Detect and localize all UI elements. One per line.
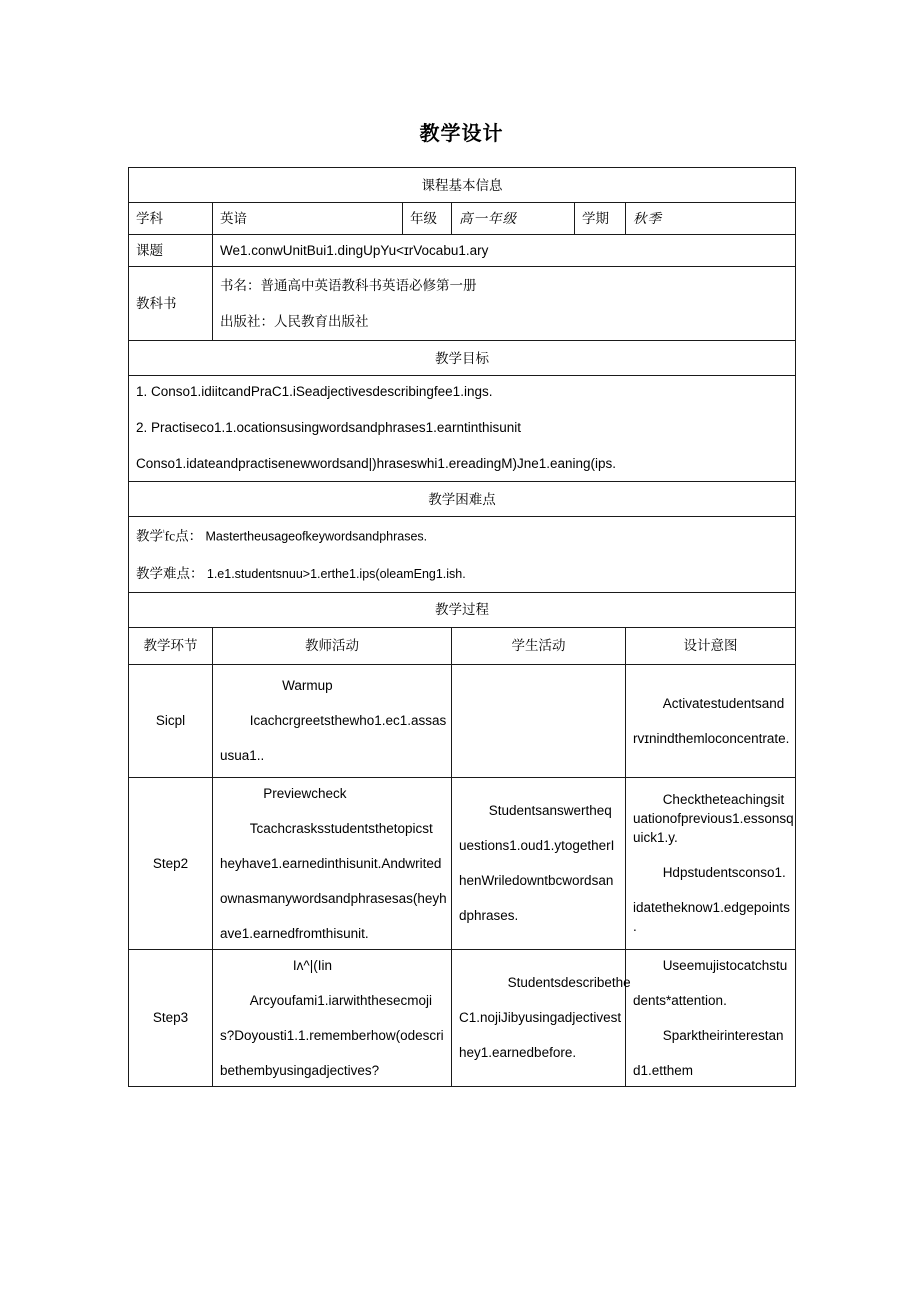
student-activity-line: henWriledowntbcwordsan [459,873,614,888]
process-band-label: 教学过程 [129,592,796,627]
teacher-activity-line: bethembyusingadjectives? [220,1062,380,1078]
student-activity-cell [452,949,631,1086]
objective-item: Conso1.idateandpractisenewwordsand|)hraseswhi1.ereadingM)Jne1.eaning(ips. [136,456,617,471]
table-row-textbook [129,267,796,341]
table-row [129,949,796,1086]
teacher-activity-line: s?Doyousti1.1.rememberhow(odescri [220,1027,444,1043]
grade-label: 年级 [403,203,452,235]
hard-value: 1.e1.studentsnuu>1.erthe1.ips(oleamEng1.ish. [206,566,466,581]
difficulties-band-label: 教学困难点 [129,482,796,517]
design-intent-line: uick1.y. [633,830,678,845]
topic-label: 课题 [129,235,213,267]
teacher-activity-cell [213,949,452,1086]
process-col-header-stage: 教学环节 [129,627,213,664]
design-intent-line: Checktheteachingsit [662,792,785,807]
difficulty-focus-line [136,523,788,547]
table-row [129,777,796,949]
design-intent-line: rvɪnindthemloconcentrate. [633,730,790,746]
student-activity-line: dphrases. [459,908,519,923]
focus-label-post: fc点： [164,528,203,544]
design-intent-line: idatetheknow1.edgepoints [633,900,790,915]
hard-label: 教学难点： [136,565,204,581]
focus-label-pre: 教学 [136,528,163,544]
student-activity-line: uestions1.oud1.ytogetherI [459,838,615,853]
process-col-header-intent: 设计意图 [626,627,796,664]
design-intent-line: d1.etthem [633,1062,694,1078]
teacher-activity-line: Previewcheck [263,785,347,801]
design-intent-line: . [633,919,637,934]
page-title: 教学设计 [419,123,504,145]
design-intent-line: Useemujistocatchstu [662,957,788,973]
focus-value: Mastertheusageofkeywordsandphrases. [205,529,428,544]
term-value: 秋季 [626,203,796,235]
objective-item: 1. Conso1.idiitcandPraC1.iSeadjectivesdescribingfee1.ings. [136,384,493,399]
design-intent-line: uationofprevious1.essonsq [633,811,794,826]
step-label: Sicpl [129,664,213,777]
process-col-header-student: 学生活动 [452,627,626,664]
lesson-plan-table [128,167,796,1087]
design-intent-cell [626,664,796,777]
step-label: Step2 [129,777,213,949]
table-row-objectives [129,376,796,482]
teacher-activity-line: ownasmanywordsandphrasesas(heyh [220,890,447,906]
student-activity-cell [452,664,626,777]
table-row-subject-grade-term [129,203,796,235]
textbook-name: 书名：普通高中英语教科书英语必修第一册 [220,278,477,293]
subject-value: 英谙 [213,203,403,235]
design-intent-cell [626,777,796,949]
focus-label-superscript: ⁱ [163,528,165,537]
table-row-topic [129,235,796,267]
textbook-label: 教科书 [129,267,213,341]
design-intent-line: Sparktheirinterestan [662,1027,784,1043]
student-activity-line: Studentsdescribethe [507,975,631,990]
teacher-activity-line: heyhave1.earnedinthisunit.Andwrited [220,855,442,871]
subject-label: 学科 [129,203,213,235]
teacher-activity-line: usua1.. [220,748,265,763]
topic-value: We1.conwUnitBui1.dingUpYu<ɪrVocabu1.ary [213,235,796,267]
grade-value: 高一年级 [452,203,575,235]
design-intent-line: Hdpstudentsconso1. [662,865,786,880]
textbook-value [213,267,796,341]
basic-info-band-label: 课程基本信息 [129,168,796,203]
table-row-difficulties-band [129,482,796,517]
student-activity-line: C1.nojiJibyusingadjectivest [459,1010,622,1025]
teacher-activity-line: ave1.earnedfromthisunit. [220,925,369,941]
student-activity-cell [452,777,626,949]
process-col-header-teacher: 教师活动 [213,627,452,664]
design-intent-line: dents*attention. [633,992,727,1008]
table-row-process-header [129,627,796,664]
teacher-activity-line: Iʌ^|(Iin [292,957,332,973]
step-label: Step3 [129,949,213,1086]
table-row-difficulties [129,517,796,593]
teacher-activity-line: Arcyoufami1.iarwiththesecmoji [249,992,433,1008]
table-row [129,664,796,777]
teacher-activity-cell [213,777,452,949]
teacher-activity-line: Icachcrgreetsthewho1.ec1.assas [249,713,447,728]
table-row-basic-info-band [129,168,796,203]
objective-item: 2. Practiseco1.1.ocationsusingwordsandphrases1.earntinthisunit [136,420,521,435]
difficulty-hard-line [136,564,788,584]
teacher-activity-cell [213,664,452,777]
teacher-activity-line: Warmup [282,678,333,693]
table-row-objectives-band [129,341,796,376]
textbook-press: 出版社：人民教育出版社 [220,314,369,329]
objectives-content [129,376,796,482]
design-intent-cell [626,949,796,1086]
term-label: 学期 [575,203,626,235]
student-activity-line: Studentsanswertheq [488,803,612,818]
teacher-activity-line: Tcachcrasksstudentsthetopicst [249,820,433,836]
difficulties-content [129,517,796,593]
student-activity-line: hey1.earnedbefore. [459,1045,577,1060]
design-intent-line: Activatestudentsand [662,695,785,711]
objectives-band-label: 教学目标 [129,341,796,376]
table-row-process-band [129,592,796,627]
